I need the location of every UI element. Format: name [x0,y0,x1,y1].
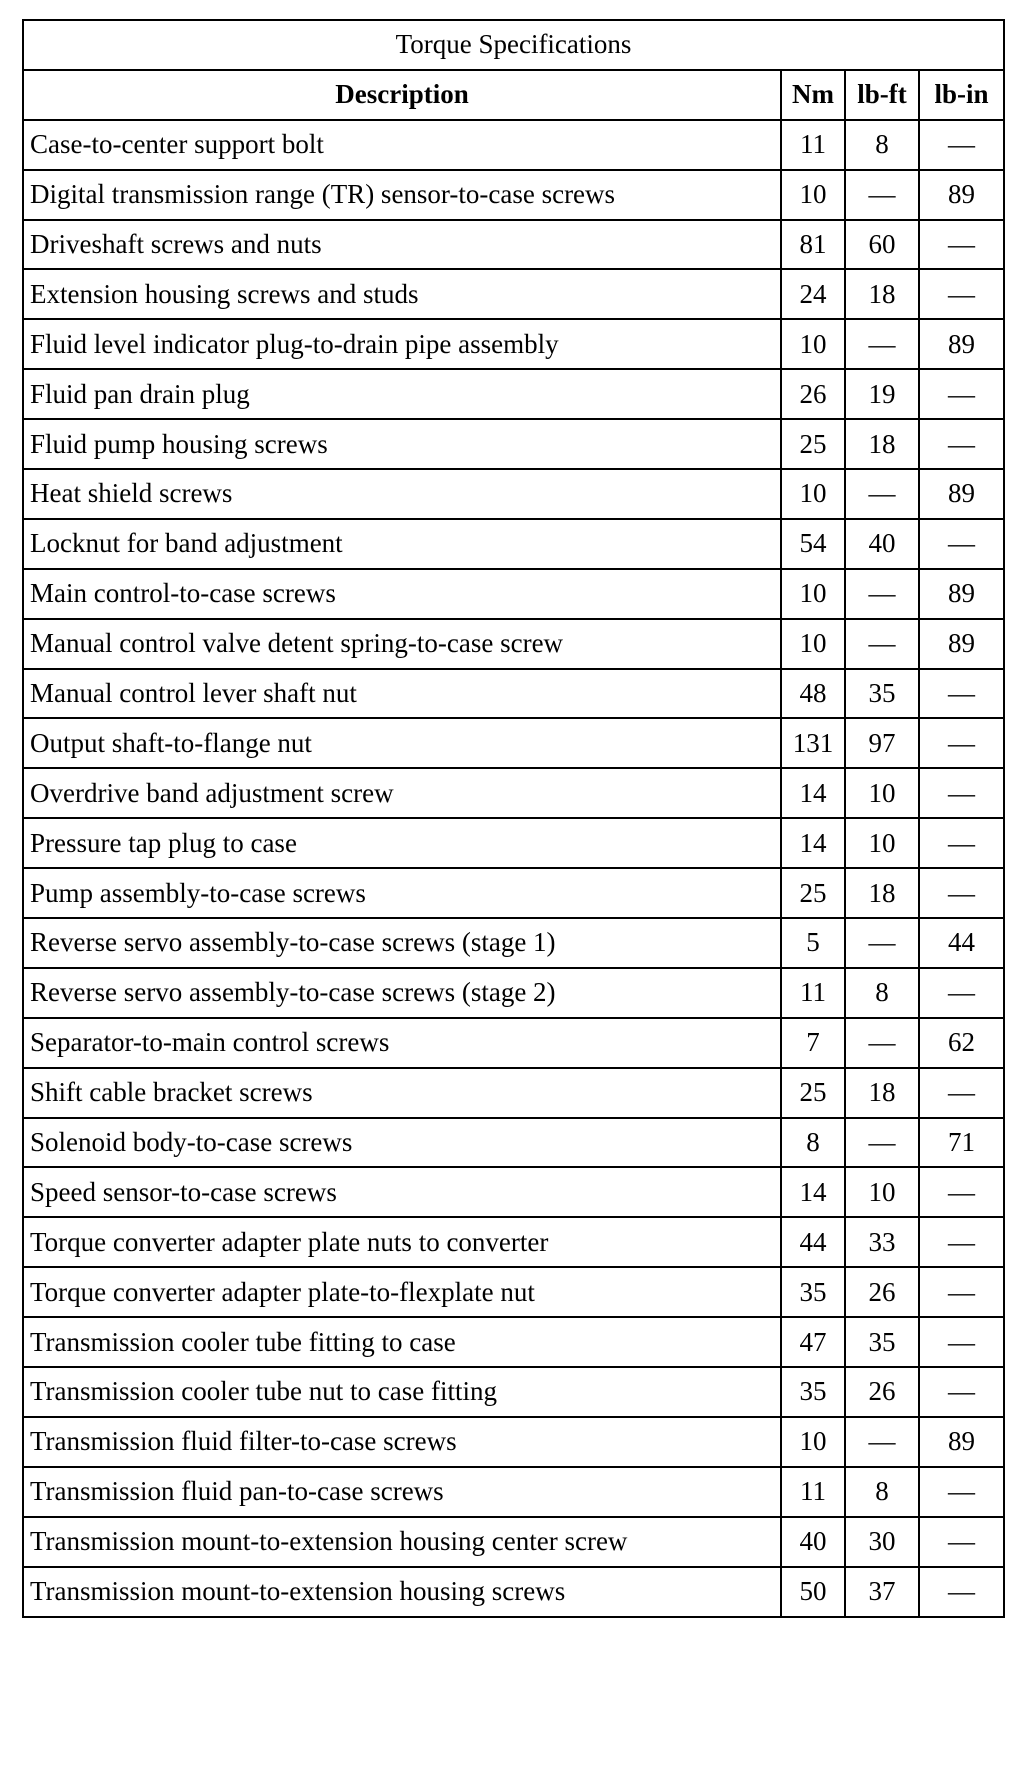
cell-lb-in: — [919,369,1004,419]
cell-lb-in: — [919,718,1004,768]
cell-description: Reverse servo assembly-to-case screws (stage 2) [23,968,781,1018]
cell-nm: 24 [781,269,845,319]
table-row [23,1167,1004,1217]
cell-lb-ft: — [845,469,919,519]
cell-lb-ft: — [845,170,919,220]
cell-nm: 25 [781,419,845,469]
cell-lb-in: 71 [919,1118,1004,1168]
cell-lb-in: — [919,519,1004,569]
cell-lb-ft: 10 [845,1167,919,1217]
table-body [23,120,1004,1617]
cell-lb-in: 89 [919,469,1004,519]
torque-specifications-table [22,19,1005,1618]
cell-lb-in: — [919,120,1004,170]
table-row [23,718,1004,768]
cell-lb-in: — [919,269,1004,319]
cell-description: Torque converter adapter plate-to-flexplate nut [23,1267,781,1317]
table-header-row [23,70,1004,120]
cell-nm: 11 [781,1467,845,1517]
table-row [23,369,1004,419]
cell-description: Transmission fluid pan-to-case screws [23,1467,781,1517]
cell-lb-in: 62 [919,1018,1004,1068]
table-row [23,1118,1004,1168]
cell-lb-in: — [919,868,1004,918]
cell-lb-in: — [919,220,1004,270]
cell-lb-ft: 8 [845,968,919,1018]
cell-nm: 25 [781,868,845,918]
cell-nm: 44 [781,1217,845,1267]
cell-lb-in: 44 [919,918,1004,968]
header-nm: Nm [781,70,845,120]
table-row [23,1567,1004,1617]
cell-description: Heat shield screws [23,469,781,519]
cell-nm: 47 [781,1317,845,1367]
cell-description: Transmission cooler tube nut to case fitting [23,1367,781,1417]
cell-lb-in: 89 [919,619,1004,669]
cell-lb-ft: 26 [845,1367,919,1417]
cell-lb-in: — [919,1567,1004,1617]
cell-description: Digital transmission range (TR) sensor-to-case screws [23,170,781,220]
table-row [23,818,1004,868]
cell-description: Transmission cooler tube fitting to case [23,1317,781,1367]
table-row [23,868,1004,918]
cell-description: Fluid pump housing screws [23,419,781,469]
cell-description: Speed sensor-to-case screws [23,1167,781,1217]
table-row [23,170,1004,220]
cell-nm: 14 [781,1167,845,1217]
cell-lb-ft: 60 [845,220,919,270]
header-lb-in: lb-in [919,70,1004,120]
table-row [23,120,1004,170]
cell-lb-ft: — [845,1018,919,1068]
cell-lb-ft: 18 [845,269,919,319]
cell-lb-ft: 33 [845,1217,919,1267]
table-row [23,1018,1004,1068]
table-row [23,269,1004,319]
table-title: Torque Specifications [23,20,1004,70]
cell-lb-ft: 10 [845,818,919,868]
cell-lb-in: 89 [919,569,1004,619]
cell-lb-in: — [919,1068,1004,1118]
table-row [23,669,1004,719]
cell-lb-in: — [919,818,1004,868]
cell-lb-in: 89 [919,170,1004,220]
cell-description: Extension housing screws and studs [23,269,781,319]
cell-description: Transmission fluid filter-to-case screws [23,1417,781,1467]
table-row [23,319,1004,369]
table-row [23,569,1004,619]
cell-lb-in: — [919,1517,1004,1567]
cell-description: Separator-to-main control screws [23,1018,781,1068]
cell-nm: 35 [781,1367,845,1417]
cell-lb-ft: — [845,569,919,619]
cell-lb-in: — [919,669,1004,719]
cell-nm: 10 [781,170,845,220]
cell-description: Pressure tap plug to case [23,818,781,868]
cell-description: Driveshaft screws and nuts [23,220,781,270]
table-row [23,768,1004,818]
cell-description: Reverse servo assembly-to-case screws (stage 1) [23,918,781,968]
table-row [23,1417,1004,1467]
cell-nm: 48 [781,669,845,719]
cell-lb-ft: 40 [845,519,919,569]
cell-lb-ft: — [845,1417,919,1467]
cell-nm: 10 [781,569,845,619]
cell-nm: 26 [781,369,845,419]
cell-lb-ft: 10 [845,768,919,818]
table-row [23,1217,1004,1267]
cell-lb-ft: 35 [845,669,919,719]
cell-lb-ft: — [845,918,919,968]
cell-nm: 35 [781,1267,845,1317]
cell-nm: 10 [781,619,845,669]
table-row [23,1367,1004,1417]
table-row [23,918,1004,968]
cell-lb-in: 89 [919,1417,1004,1467]
cell-nm: 10 [781,1417,845,1467]
table-row [23,619,1004,669]
cell-nm: 131 [781,718,845,768]
cell-nm: 10 [781,469,845,519]
table-row [23,220,1004,270]
cell-lb-ft: — [845,619,919,669]
cell-description: Solenoid body-to-case screws [23,1118,781,1168]
cell-lb-in: — [919,968,1004,1018]
cell-lb-in: — [919,1267,1004,1317]
cell-lb-ft: 30 [845,1517,919,1567]
cell-description: Torque converter adapter plate nuts to converter [23,1217,781,1267]
cell-nm: 11 [781,120,845,170]
cell-lb-ft: 18 [845,868,919,918]
cell-lb-ft: 35 [845,1317,919,1367]
cell-lb-ft: — [845,1118,919,1168]
cell-lb-ft: 97 [845,718,919,768]
table-row [23,519,1004,569]
cell-lb-ft: 18 [845,419,919,469]
cell-nm: 5 [781,918,845,968]
cell-description: Output shaft-to-flange nut [23,718,781,768]
cell-description: Fluid level indicator plug-to-drain pipe assembly [23,319,781,369]
cell-lb-ft: 26 [845,1267,919,1317]
cell-nm: 54 [781,519,845,569]
cell-description: Fluid pan drain plug [23,369,781,419]
cell-nm: 50 [781,1567,845,1617]
cell-nm: 11 [781,968,845,1018]
cell-lb-in: — [919,1467,1004,1517]
cell-lb-in: 89 [919,319,1004,369]
cell-lb-in: — [919,1367,1004,1417]
cell-nm: 25 [781,1068,845,1118]
cell-nm: 40 [781,1517,845,1567]
cell-lb-in: — [919,1217,1004,1267]
table-row [23,968,1004,1018]
cell-description: Transmission mount-to-extension housing center screw [23,1517,781,1567]
cell-lb-ft: 8 [845,1467,919,1517]
cell-lb-ft: — [845,319,919,369]
cell-lb-ft: 8 [845,120,919,170]
table-row [23,1267,1004,1317]
cell-description: Locknut for band adjustment [23,519,781,569]
cell-description: Manual control lever shaft nut [23,669,781,719]
cell-nm: 14 [781,768,845,818]
cell-nm: 8 [781,1118,845,1168]
cell-lb-in: — [919,1317,1004,1367]
cell-description: Manual control valve detent spring-to-case screw [23,619,781,669]
header-lb-ft: lb-ft [845,70,919,120]
table-row [23,1517,1004,1567]
cell-nm: 7 [781,1018,845,1068]
cell-lb-ft: 18 [845,1068,919,1118]
table-row [23,1068,1004,1118]
table-title-row [23,20,1004,70]
table-row [23,1317,1004,1367]
cell-description: Shift cable bracket screws [23,1068,781,1118]
cell-description: Pump assembly-to-case screws [23,868,781,918]
cell-description: Main control-to-case screws [23,569,781,619]
cell-lb-in: — [919,419,1004,469]
header-description: Description [23,70,781,120]
cell-lb-in: — [919,1167,1004,1217]
cell-lb-in: — [919,768,1004,818]
cell-description: Case-to-center support bolt [23,120,781,170]
table-row [23,1467,1004,1517]
table-row [23,419,1004,469]
cell-description: Transmission mount-to-extension housing screws [23,1567,781,1617]
table-row [23,469,1004,519]
cell-lb-ft: 37 [845,1567,919,1617]
cell-nm: 81 [781,220,845,270]
cell-description: Overdrive band adjustment screw [23,768,781,818]
cell-nm: 10 [781,319,845,369]
cell-nm: 14 [781,818,845,868]
cell-lb-ft: 19 [845,369,919,419]
